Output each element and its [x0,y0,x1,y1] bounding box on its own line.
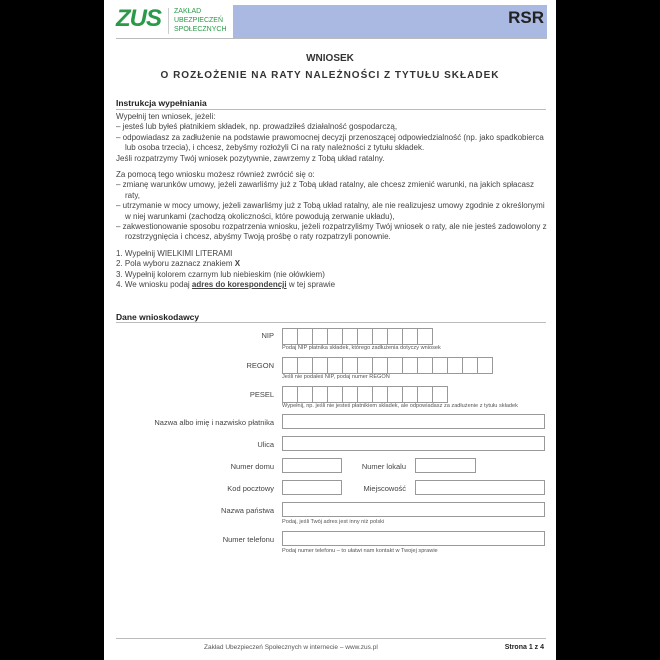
pesel-label: PESEL [249,390,274,399]
regon-label: REGON [246,361,274,370]
digit-box[interactable] [297,357,313,374]
nip-hint: Podaj NIP płatnika składek, którego zadłużenia dotyczy wniosek [282,345,441,351]
form-page [104,0,556,660]
page-number: Strona 1 z 4 [504,644,544,651]
pesel-hint: Wypełnij, np. jeśli nie jesteś płatnikiem składek, ale odpowiadasz za zadłużenie z tytułu składek [282,403,518,409]
digit-box[interactable] [372,386,388,403]
digit-box[interactable] [312,328,328,345]
digit-box[interactable] [402,357,418,374]
instruction-condition: – odpowiadasz za zadłużenie na podstawie prawomocnej decyzji przenoszącej odpowiedzialność (np. jako spadkobierca lub osoba trzecia), i chcesz, żebyśmy rozłożyli Ci na raty należności z tytułu składek. [116,132,544,153]
logo-divider [168,8,169,34]
name-input[interactable] [282,414,545,429]
form-subtitle: O ROZŁOŻENIE NA RATY NALEŻNOŚCI Z TYTUŁU SKŁADEK [160,70,500,81]
digit-box[interactable] [282,328,298,345]
city-input[interactable] [415,480,545,495]
digit-box[interactable] [417,328,433,345]
instruction-also-item: – utrzymanie w mocy umowy, jeżeli zawarliśmy już z Tobą układ ratalny, ale nie realizujesz umowy zgodnie z określonymi w niej warunkami (zachodzą okoliczności, które powodują zerwanie układu), [116,201,545,221]
digit-box[interactable] [432,357,448,374]
pesel-input[interactable] [282,386,447,403]
step-2 [116,259,548,269]
step-3: 3. Wypełnij kolorem czarnym lub niebieskim (nie ołówkiem) [116,269,325,279]
digit-box[interactable] [357,328,373,345]
form-code: RSR [508,8,544,27]
footer-text: Zakład Ubezpieczeń Społecznych w internecie – www.zus.pl [204,644,378,651]
applicant-heading: Dane wnioskodawcy [116,312,200,322]
digit-box[interactable] [282,386,298,403]
digit-box[interactable] [417,386,433,403]
logo-line: UBEZPIECZEŃ [174,17,224,24]
digit-box[interactable] [342,357,358,374]
nip-label: NIP [261,331,274,340]
instruction-condition: – jesteś lub byłeś płatnikiem składek, np. prowadziłeś działalność gospodarczą, [116,122,398,132]
digit-box[interactable] [312,386,328,403]
step-4-text: 4. We wniosku podaj [116,280,192,290]
instruction-also: Za pomocą tego wniosku możesz również zwrócić się o: [116,170,315,180]
digit-box[interactable] [462,357,478,374]
regon-input[interactable] [282,357,492,374]
digit-box[interactable] [327,328,343,345]
zus-logo: ZUS [116,5,161,32]
step-2-text: 2. Pola wyboru zaznacz znakiem [116,259,235,269]
flat-number-label: Numer lokalu [361,462,406,471]
street-label: Ulica [257,440,274,449]
section-divider [116,322,546,323]
regon-hint: Jeśli nie podałeś NIP, podaj numer REGON [282,374,390,380]
digit-box[interactable] [357,357,373,374]
digit-box[interactable] [297,386,313,403]
digit-box[interactable] [372,357,388,374]
digit-box[interactable] [327,386,343,403]
digit-box[interactable] [372,328,388,345]
digit-box[interactable] [387,357,403,374]
country-input[interactable] [282,502,545,517]
instructions-text [116,112,548,291]
digit-box[interactable] [477,357,493,374]
step-4-text-end: w tej sprawie [286,280,336,290]
section-divider [116,109,546,110]
footer-divider [116,638,546,639]
city-label: Miejscowość [363,484,406,493]
postal-code-label: Kod pocztowy [227,484,274,493]
digit-box[interactable] [327,357,343,374]
street-input[interactable] [282,436,545,451]
instruction-intro: Wypełnij ten wniosek, jeżeli: [116,112,216,121]
instruction-also-item: – zmianę warunków umowy, jeżeli zawarliśmy już z Tobą układ ratalny, ale chcesz zmienić warunki, na jakich spłacasz raty, [116,180,534,200]
form-title: WNIOSEK [306,53,354,64]
step-4-emphasis: adres do korespondencji [191,280,287,290]
digit-box[interactable] [387,386,403,403]
digit-box[interactable] [402,386,418,403]
header-divider [116,38,547,39]
country-hint: Podaj, jeśli Twój adres jest inny niż polski [282,519,385,525]
phone-input[interactable] [282,531,545,546]
phone-hint: Podaj numer telefonu – to ułatwi nam kontakt w Twojej sprawie [282,548,438,554]
digit-box[interactable] [432,386,448,403]
digit-box[interactable] [312,357,328,374]
digit-box[interactable] [387,328,403,345]
country-label: Nazwa państwa [221,506,274,515]
digit-box[interactable] [342,386,358,403]
digit-box[interactable] [342,328,358,345]
step-2-mark: X [234,259,241,269]
step-4 [116,280,548,290]
digit-box[interactable] [357,386,373,403]
nip-input[interactable] [282,328,432,345]
logo-text [174,7,227,34]
header-band [233,5,547,38]
house-number-label: Numer domu [230,462,274,471]
digit-box[interactable] [417,357,433,374]
logo-line: SPOŁECZNYCH [174,26,227,33]
instruction-positive: Jeśli rozpatrzymy Twój wniosek pozytywnie, zawrzemy z Tobą układ ratalny. [116,153,385,163]
logo-line: ZAKŁAD [174,8,202,15]
step-1: 1. Wypełnij WIELKIMI LITERAMI [116,248,233,258]
name-label: Nazwa albo imię i nazwisko płatnika [154,418,274,427]
flat-number-input[interactable] [415,458,476,473]
digit-box[interactable] [297,328,313,345]
instructions-heading: Instrukcja wypełniania [116,98,207,108]
phone-label: Numer telefonu [222,535,274,544]
digit-box[interactable] [402,328,418,345]
digit-box[interactable] [282,357,298,374]
instruction-also-item: – zakwestionowanie sposobu rozpatrzenia wniosku, jeżeli rozpatrzyliśmy Twój wniosek o raty, ale nie jesteś zadowolony z rozstrzygnięcia i chcesz, abyśmy Twoją prośbę o raty rozpatrzyli ponownie. [116,222,547,242]
digit-box[interactable] [447,357,463,374]
